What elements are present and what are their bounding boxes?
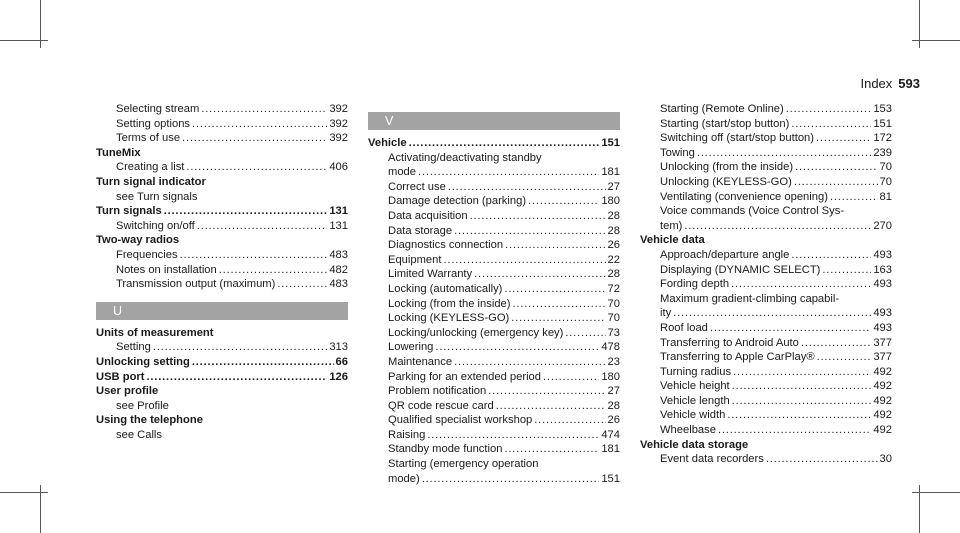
index-entry[interactable]	[640, 379, 892, 394]
page-ref: 492	[873, 394, 892, 407]
index-subentry-text: see Calls	[116, 428, 163, 441]
index-entry[interactable]	[640, 394, 892, 409]
entry-term: Ventilating (convenience opening)	[660, 190, 828, 203]
entry-term: Vehicle width	[660, 409, 726, 422]
dot-leader	[817, 350, 872, 365]
index-subentry-text: Activating/deactivating standby	[388, 151, 542, 164]
dot-leader	[418, 165, 599, 180]
entry-term: Unlocking (KEYLESS-GO)	[660, 175, 792, 188]
dot-leader	[830, 190, 878, 205]
index-entry[interactable]	[368, 194, 620, 209]
entry-term: Limited Warranty	[388, 268, 473, 281]
entry-term: Vehicle length	[660, 394, 730, 407]
index-entry[interactable]	[640, 321, 892, 336]
index-heading: User profile	[96, 385, 159, 398]
page-ref: 70	[607, 297, 620, 310]
index-entry[interactable]	[96, 263, 348, 278]
dot-leader	[448, 180, 606, 195]
dot-leader	[470, 209, 606, 224]
page-ref: 151	[601, 137, 620, 149]
entry-term: Approach/departure angle	[660, 248, 790, 261]
dot-leader	[197, 219, 328, 234]
page-ref: 30	[879, 453, 892, 466]
index-heading[interactable]	[368, 136, 620, 151]
dot-leader	[444, 253, 606, 268]
page-ref: 70	[607, 312, 620, 325]
entry-term: mode)	[388, 472, 420, 485]
index-subentry-text: see Profile	[116, 399, 169, 412]
dot-leader	[164, 204, 328, 219]
index-entry[interactable]	[96, 248, 348, 263]
index-entry[interactable]	[368, 253, 620, 268]
dot-leader	[791, 117, 871, 132]
entry-term: Selecting stream	[116, 103, 200, 115]
entry-term: Transferring to Android Auto	[660, 336, 799, 349]
index-entry[interactable]	[640, 306, 892, 321]
index-entry[interactable]	[640, 146, 892, 161]
entry-term: Data acquisition	[388, 209, 468, 222]
index-entry[interactable]	[640, 365, 892, 380]
index-entry[interactable]	[96, 340, 348, 355]
page-ref: 28	[607, 209, 620, 222]
dot-leader	[731, 277, 871, 292]
index-entry[interactable]	[368, 340, 620, 355]
index-heading: Turn signal indicator	[96, 175, 206, 188]
index-entry[interactable]	[640, 190, 892, 205]
page-ref: 492	[873, 380, 892, 393]
page-ref: 483	[329, 278, 348, 291]
index-subentry-text: Maximum gradient-climbing capabil-	[660, 292, 840, 305]
index-entry[interactable]	[368, 355, 620, 370]
page-ref: 180	[601, 195, 620, 208]
page-ref: 131	[329, 219, 348, 232]
page-ref: 27	[607, 385, 620, 398]
dot-leader	[816, 131, 871, 146]
page-ref: 153	[873, 103, 892, 115]
index-entry[interactable]	[640, 117, 892, 132]
dot-leader	[791, 248, 871, 263]
dot-leader	[192, 117, 327, 132]
index-entry[interactable]	[368, 442, 620, 457]
index-heading: Vehicle data	[640, 234, 705, 247]
entry-term: Equipment	[388, 253, 442, 266]
page-ref: 270	[873, 219, 892, 232]
page-number: 593	[898, 76, 920, 91]
crop-mark	[0, 492, 48, 493]
dot-leader	[474, 267, 605, 282]
dot-leader	[673, 306, 871, 321]
index-entry[interactable]	[640, 263, 892, 278]
section-letter: U	[96, 302, 348, 320]
index-heading: Using the telephone	[96, 414, 203, 427]
page-ref: 172	[873, 132, 892, 145]
index-entry[interactable]	[96, 277, 348, 292]
index-entry[interactable]	[368, 282, 620, 297]
entry-term: Turn signals	[96, 205, 162, 218]
entry-term: Switching off (start/stop button)	[660, 132, 815, 145]
index-entry[interactable]	[96, 131, 348, 146]
entry-term: Problem notification	[388, 385, 487, 398]
index-column-1	[96, 102, 348, 442]
page-ref: 26	[607, 239, 620, 252]
index-heading: Two-way radios	[96, 234, 180, 247]
dot-leader	[496, 399, 606, 414]
index-entry[interactable]	[368, 238, 620, 253]
crop-mark	[912, 40, 960, 41]
page-ref: 313	[329, 341, 348, 354]
index-entry[interactable]	[368, 326, 620, 341]
crop-mark	[0, 40, 48, 41]
page-ref: 28	[607, 224, 620, 237]
dot-leader	[192, 355, 334, 370]
dot-leader	[732, 394, 872, 409]
entry-term: Turning radius	[660, 365, 732, 378]
entry-term: mode	[388, 166, 416, 179]
section-letter: V	[368, 112, 620, 130]
entry-term: Fording depth	[660, 278, 730, 291]
entry-term: Switching on/off	[116, 219, 195, 232]
entry-term: USB port	[96, 370, 145, 383]
page-ref: 72	[607, 282, 620, 295]
index-heading[interactable]	[96, 370, 348, 385]
dot-leader	[454, 355, 605, 370]
entry-term: Locking (automatically)	[388, 282, 503, 295]
index-subentry-text: Starting (emergency operation	[388, 458, 539, 471]
page-ref: 493	[873, 278, 892, 291]
index-entry[interactable]	[640, 408, 892, 423]
entry-term: Diagnostics connection	[388, 239, 504, 252]
entry-term: Locking (KEYLESS-GO)	[388, 312, 510, 325]
dot-leader	[795, 160, 877, 175]
entry-term: Roof load	[660, 321, 708, 334]
dot-leader	[710, 321, 871, 336]
page-ref: 70	[879, 161, 892, 174]
index-entry[interactable]	[640, 248, 892, 263]
dot-leader	[182, 131, 327, 146]
dot-leader	[684, 219, 871, 234]
page-ref: 28	[607, 268, 620, 281]
index-heading: Units of measurement	[96, 326, 214, 339]
index-entry[interactable]	[96, 102, 348, 117]
page-ref: 482	[329, 263, 348, 276]
page-ref: 478	[601, 341, 620, 354]
index-entry[interactable]	[640, 350, 892, 365]
dot-leader	[766, 452, 878, 467]
dot-leader	[727, 408, 871, 423]
page-ref: 22	[607, 253, 620, 266]
index-entry[interactable]	[368, 267, 620, 282]
entry-term: Damage detection (parking)	[388, 195, 527, 208]
dot-leader	[513, 297, 606, 312]
index-entry[interactable]	[640, 219, 892, 234]
page-ref: 492	[873, 409, 892, 422]
entry-term: tem)	[660, 219, 683, 232]
index-entry[interactable]	[96, 160, 348, 175]
entry-term: Event data recorders	[660, 453, 764, 466]
page-ref: 392	[329, 103, 348, 115]
entry-term: Setting options	[116, 117, 191, 130]
dot-leader	[454, 224, 605, 239]
page-ref: 392	[329, 132, 348, 145]
dot-leader	[534, 413, 605, 428]
page-ref: 151	[601, 472, 620, 485]
page-ref: 27	[607, 180, 620, 193]
page-ref: 392	[329, 117, 348, 130]
dot-leader	[422, 472, 600, 487]
index-entry[interactable]	[368, 428, 620, 443]
dot-leader	[718, 423, 871, 438]
index-entry[interactable]	[368, 399, 620, 414]
dot-leader	[543, 370, 599, 385]
entry-term: Starting (Remote Online)	[660, 103, 784, 115]
dot-leader	[146, 370, 327, 385]
page-ref: 377	[873, 351, 892, 364]
entry-term: Transferring to Apple CarPlay®	[660, 351, 815, 364]
dot-leader	[186, 160, 327, 175]
entry-term: Transmission output (maximum)	[116, 278, 276, 291]
page-ref: 181	[601, 443, 620, 456]
dot-leader	[505, 238, 605, 253]
page-ref: 492	[873, 424, 892, 437]
dot-leader	[409, 136, 600, 151]
index-entry[interactable]	[368, 209, 620, 224]
page-ref: 131	[329, 205, 348, 218]
entry-term: Wheelbase	[660, 424, 716, 437]
dot-leader	[153, 340, 327, 355]
dot-leader	[511, 311, 605, 326]
entry-term: Notes on installation	[116, 263, 217, 276]
entry-term: Starting (start/stop button)	[660, 117, 790, 130]
entry-term: QR code rescue card	[388, 399, 494, 412]
index-entry[interactable]	[368, 413, 620, 428]
index-column-2	[368, 102, 620, 486]
entry-term: Data storage	[388, 224, 453, 237]
entry-term: Raising	[388, 428, 426, 441]
index-heading: Vehicle data storage	[640, 438, 749, 451]
entry-term: Vehicle height	[660, 380, 730, 393]
index-entry[interactable]	[640, 452, 892, 467]
entry-term: Correct use	[388, 180, 446, 193]
dot-leader	[427, 428, 599, 443]
page-ref: 474	[601, 428, 620, 441]
index-entry[interactable]	[640, 102, 892, 117]
entry-term: Locking/unlocking (emergency key)	[388, 326, 564, 339]
entry-term: ity	[660, 307, 672, 320]
index-column-3	[640, 102, 892, 467]
index-entry[interactable]	[368, 180, 620, 195]
dot-leader	[180, 248, 328, 263]
dot-leader	[732, 379, 872, 394]
page-ref: 28	[607, 399, 620, 412]
page-ref: 239	[873, 146, 892, 159]
index-entry[interactable]	[368, 165, 620, 180]
page-ref: 81	[879, 190, 892, 203]
index-entry[interactable]	[640, 160, 892, 175]
dot-leader	[801, 336, 871, 351]
page-ref: 26	[607, 414, 620, 427]
index-entry[interactable]	[640, 131, 892, 146]
dot-leader	[528, 194, 599, 209]
dot-leader	[219, 263, 328, 278]
index-entry[interactable]	[368, 370, 620, 385]
page-ref: 377	[873, 336, 892, 349]
entry-term: Towing	[660, 146, 695, 159]
entry-term: Terms of use	[116, 132, 181, 145]
index-entry[interactable]	[368, 311, 620, 326]
page-header	[860, 76, 920, 91]
entry-term: Setting	[116, 341, 151, 354]
page-ref: 126	[329, 370, 348, 383]
entry-term: Creating a list	[116, 161, 185, 174]
page-ref: 180	[601, 370, 620, 383]
index-heading[interactable]	[96, 355, 348, 370]
index-entry[interactable]	[640, 277, 892, 292]
index-entry[interactable]	[368, 384, 620, 399]
entry-term: Parking for an extended period	[388, 370, 541, 383]
page-ref: 406	[329, 161, 348, 174]
page-ref: 493	[873, 307, 892, 320]
index-subentry-text: see Turn signals	[116, 190, 198, 203]
dot-leader	[565, 326, 605, 341]
page-ref: 492	[873, 365, 892, 378]
page-ref: 73	[607, 326, 620, 339]
index-subentry-text: Voice commands (Voice Control Sys-	[660, 205, 845, 218]
entry-term: Unlocking (from the inside)	[660, 161, 794, 174]
page-ref: 483	[329, 248, 348, 261]
entry-term: Qualified specialist workshop	[388, 414, 533, 427]
entry-term: Standby mode function	[388, 443, 503, 456]
page-ref: 181	[601, 166, 620, 179]
dot-leader	[504, 442, 599, 457]
header-label: Index	[860, 76, 893, 91]
page-ref: 151	[873, 117, 892, 130]
dot-leader	[504, 282, 605, 297]
crop-mark	[912, 492, 960, 493]
index-entry[interactable]	[96, 219, 348, 234]
dot-leader	[733, 365, 871, 380]
page-ref: 66	[335, 355, 348, 368]
page-ref: 70	[879, 175, 892, 188]
page-ref: 493	[873, 248, 892, 261]
dot-leader	[201, 102, 327, 117]
index-entry[interactable]	[640, 336, 892, 351]
index-heading[interactable]	[96, 204, 348, 219]
index-entry[interactable]	[368, 297, 620, 312]
index-entry[interactable]	[96, 117, 348, 132]
index-entry[interactable]	[368, 224, 620, 239]
page-ref: 163	[873, 263, 892, 276]
entry-term: Unlocking setting	[96, 355, 190, 368]
dot-leader	[822, 263, 871, 278]
entry-term: Maintenance	[388, 355, 453, 368]
entry-term: Locking (from the inside)	[388, 297, 511, 310]
page-ref: 493	[873, 321, 892, 334]
dot-leader	[277, 277, 327, 292]
entry-term: Frequencies	[116, 248, 178, 261]
dot-leader	[435, 340, 599, 355]
entry-term: Vehicle	[368, 137, 407, 149]
index-heading: TuneMix	[96, 146, 141, 159]
dot-leader	[794, 175, 878, 190]
entry-term: Displaying (DYNAMIC SELECT)	[660, 263, 821, 276]
entry-term: Lowering	[388, 341, 434, 354]
index-entry[interactable]	[640, 423, 892, 438]
page-ref: 23	[607, 355, 620, 368]
dot-leader	[488, 384, 605, 399]
dot-leader	[786, 102, 872, 117]
dot-leader	[697, 146, 872, 161]
index-entry[interactable]	[368, 472, 620, 487]
index-entry[interactable]	[640, 175, 892, 190]
